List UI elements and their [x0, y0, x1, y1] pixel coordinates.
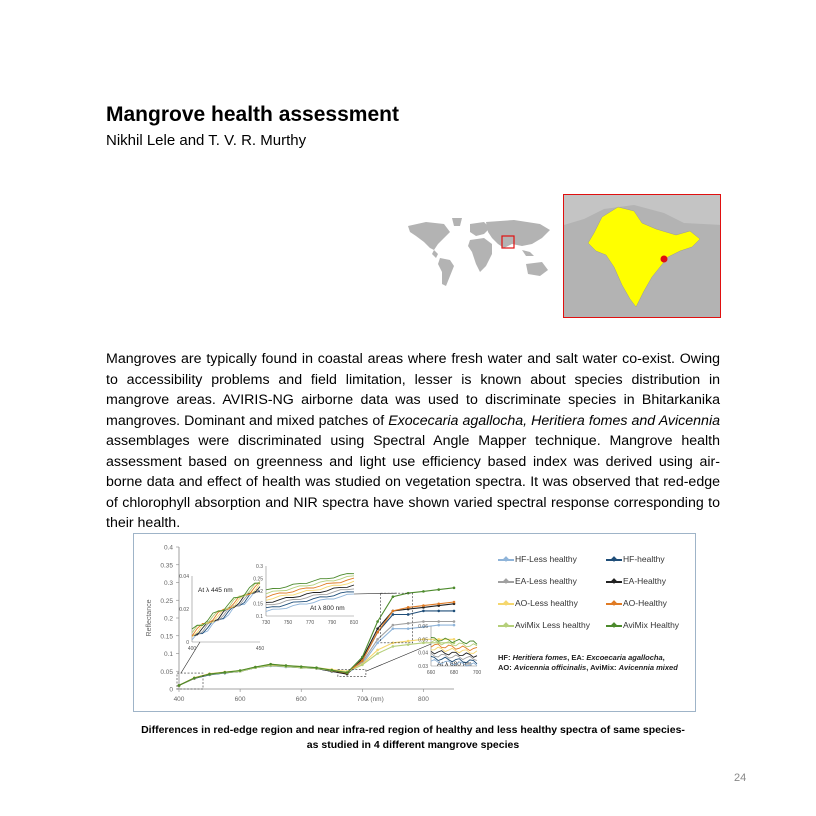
data-point: [300, 665, 303, 668]
data-point: [376, 627, 379, 630]
y-tick-label: 0.1: [163, 651, 173, 658]
data-point: [193, 677, 196, 680]
data-point: [361, 656, 364, 659]
data-point: [453, 620, 456, 623]
x-tick-label: 700: [356, 696, 368, 703]
data-point: [376, 642, 379, 645]
data-point: [392, 610, 395, 613]
connector-800: [354, 593, 397, 594]
data-point: [437, 610, 440, 613]
inset-800-y-tick-label: 0.25: [253, 576, 263, 583]
data-point: [407, 606, 410, 609]
data-point: [330, 669, 333, 672]
inset-800-y-tick-label: 0.2: [256, 589, 263, 595]
data-point: [376, 638, 379, 641]
figure-caption: [106, 723, 720, 753]
data-point: [361, 659, 364, 662]
legend-marker: [606, 603, 622, 605]
page-title: Mangrove health assessment: [106, 103, 399, 126]
data-point: [407, 640, 410, 643]
inset-800-x-tick-label: 790: [327, 620, 337, 626]
data-point: [178, 684, 181, 687]
data-point: [392, 645, 395, 648]
legend-marker: [498, 559, 514, 561]
inset-680-y-tick-label: 0.04: [418, 650, 428, 657]
x-tick-label: 400: [173, 696, 185, 703]
caption-line-2: as studied in 4 different mangrove species: [306, 739, 520, 751]
series-line: [179, 622, 454, 686]
data-point: [392, 595, 395, 598]
inset-800-x-tick-label: 730: [261, 620, 271, 626]
spectra-figure: [133, 533, 696, 712]
data-point: [437, 638, 440, 641]
data-point: [437, 603, 440, 606]
x-axis-title: λ (nm): [365, 696, 384, 703]
inset-445-x-tick-label: 400: [187, 646, 197, 652]
data-point: [346, 671, 349, 674]
data-point: [422, 620, 425, 623]
inset-800-label: At λ 800 nm: [310, 605, 345, 612]
data-point: [437, 588, 440, 591]
species-names: Exocecaria agallocha, Heritiera fomes and Avicennia: [388, 412, 720, 429]
legend-label: EA-Less healthy: [515, 576, 577, 586]
inset-800-x-tick-label: 810: [349, 620, 359, 626]
data-point: [407, 622, 410, 625]
y-tick-label: 0.3: [163, 580, 173, 587]
legend-label: EA-Healthy: [623, 576, 666, 586]
page-number: 24: [734, 772, 747, 784]
legend-marker: [606, 559, 622, 561]
legend-item: [606, 576, 666, 586]
legend-label: AO-Less healthy: [515, 598, 578, 608]
inset-445-y-tick-label: 0: [186, 640, 189, 646]
data-point: [422, 590, 425, 593]
world-map-icon: [404, 214, 560, 292]
inset-445-y-tick-label: 0.02: [179, 607, 189, 613]
legend-marker: [606, 581, 622, 583]
series-line: [179, 643, 454, 686]
data-point: [392, 627, 395, 630]
legend-label: HF-healthy: [623, 554, 665, 564]
legend-label: HF-Less healthy: [515, 554, 577, 564]
legend-label: AviMix Healthy: [623, 620, 680, 630]
data-point: [285, 664, 288, 667]
legend-item: [606, 554, 665, 564]
inset-800-y-tick-label: 0.15: [253, 601, 263, 608]
data-point: [392, 624, 395, 627]
legend-label: AviMix Less healthy: [515, 620, 590, 630]
legend-item: [606, 598, 667, 608]
inset-800-y-tick-label: 0.3: [256, 564, 263, 570]
legend-marker: [606, 625, 622, 627]
data-point: [376, 652, 379, 655]
india-map-panel: [563, 194, 721, 318]
inset-800-y-tick-label: 0.1: [256, 614, 263, 620]
inset-680-y-tick-label: 0.03: [418, 664, 428, 670]
data-point: [453, 638, 456, 641]
inset-680-x-tick-label: 660: [426, 670, 436, 676]
y-tick-label: 0: [169, 686, 173, 694]
series-line: [179, 625, 454, 685]
data-point: [315, 666, 318, 669]
x-tick-label: 600: [234, 696, 246, 703]
inset-680-y-tick-label: 0.05: [418, 637, 428, 644]
legend-marker: [498, 625, 514, 627]
data-point: [376, 649, 379, 652]
legend-abbreviations: HF: Heritiera fomes, EA: Excoecaria agallocha, AO: Avicennia officinalis, AviMix: Avicennia mixed: [498, 653, 678, 672]
inset-680-y-tick-label: 0.06: [418, 624, 428, 630]
legend-item: [498, 620, 590, 630]
abstract-part2: assemblages were discriminated using Spectral Angle Mapper technique. Mangrove health assessment based on greenness and light use efficiency based index was derived using air-borne data and effect of health was studied on vegetation spectra. It was observed that red-edge of chlorophyll absorption and NIR spectra have shown varied spectral response corresponding to their health.: [106, 433, 720, 531]
caption-line-1: Differences in red-edge region and near infra-red region of healthy and less healthy spectra of same species-: [141, 724, 685, 736]
y-tick-label: 0.35: [160, 562, 173, 570]
legend-item: [498, 576, 577, 586]
y-axis-title: Reflectance: [146, 599, 153, 637]
data-point: [437, 620, 440, 623]
inset-680-label: At λ 680 nm: [437, 661, 472, 668]
series-line: [179, 639, 454, 685]
y-tick-label: 0.25: [160, 597, 173, 605]
legend-item: [498, 554, 577, 564]
inset-445-y-tick-label: 0.04: [179, 574, 189, 580]
y-tick-label: 0.4: [163, 544, 173, 552]
inset-445-label: At λ 445 nm: [198, 587, 233, 594]
data-point: [453, 624, 456, 627]
legend-item: [498, 598, 578, 608]
x-tick-label: 600: [295, 696, 307, 703]
data-point: [453, 610, 456, 613]
legend-item: [606, 620, 679, 630]
authors: Nikhil Lele and T. V. R. Murthy: [106, 132, 307, 149]
data-point: [239, 669, 242, 672]
data-point: [269, 663, 272, 666]
data-point: [376, 631, 379, 634]
data-point: [376, 620, 379, 623]
x-tick-label: 800: [418, 696, 429, 703]
legend-marker: [498, 581, 514, 583]
data-point: [407, 627, 410, 630]
data-point: [407, 613, 410, 616]
data-point: [407, 643, 410, 646]
inset-445-x-tick-label: 450: [255, 646, 265, 652]
data-point: [224, 671, 227, 674]
abstract-part1: Mangroves are typically found in coastal areas where fresh water and salt water co-exist. Owing to accessibility problems and field limitation, lesser is known about species distribution in mangrove areas. AVIRIS-NG airborne data was used to discriminate species in Bhitarkanika mangroves. Dominant and mixed patches of: [106, 351, 720, 429]
india-map-icon: [564, 195, 721, 318]
data-point: [437, 624, 440, 627]
inset-680-x-tick-label: 700: [472, 670, 482, 676]
abstract-paragraph: [106, 349, 720, 534]
data-point: [361, 664, 364, 667]
inset-680-x-tick-label: 680: [449, 670, 459, 676]
data-point: [453, 601, 456, 604]
data-point: [208, 673, 211, 676]
inset-800-x-tick-label: 770: [305, 620, 315, 626]
legend-label: AO-Healthy: [623, 598, 667, 608]
zoom-box-445: [177, 673, 203, 689]
inset-800-x-tick-label: 750: [283, 620, 293, 626]
y-tick-label: 0.15: [160, 633, 173, 641]
legend-marker: [498, 603, 514, 605]
data-point: [422, 604, 425, 607]
data-point: [392, 613, 395, 616]
data-point: [254, 666, 257, 669]
data-point: [422, 610, 425, 613]
data-point: [453, 587, 456, 590]
y-tick-label: 0.2: [163, 615, 173, 623]
y-tick-label: 0.05: [160, 668, 173, 676]
